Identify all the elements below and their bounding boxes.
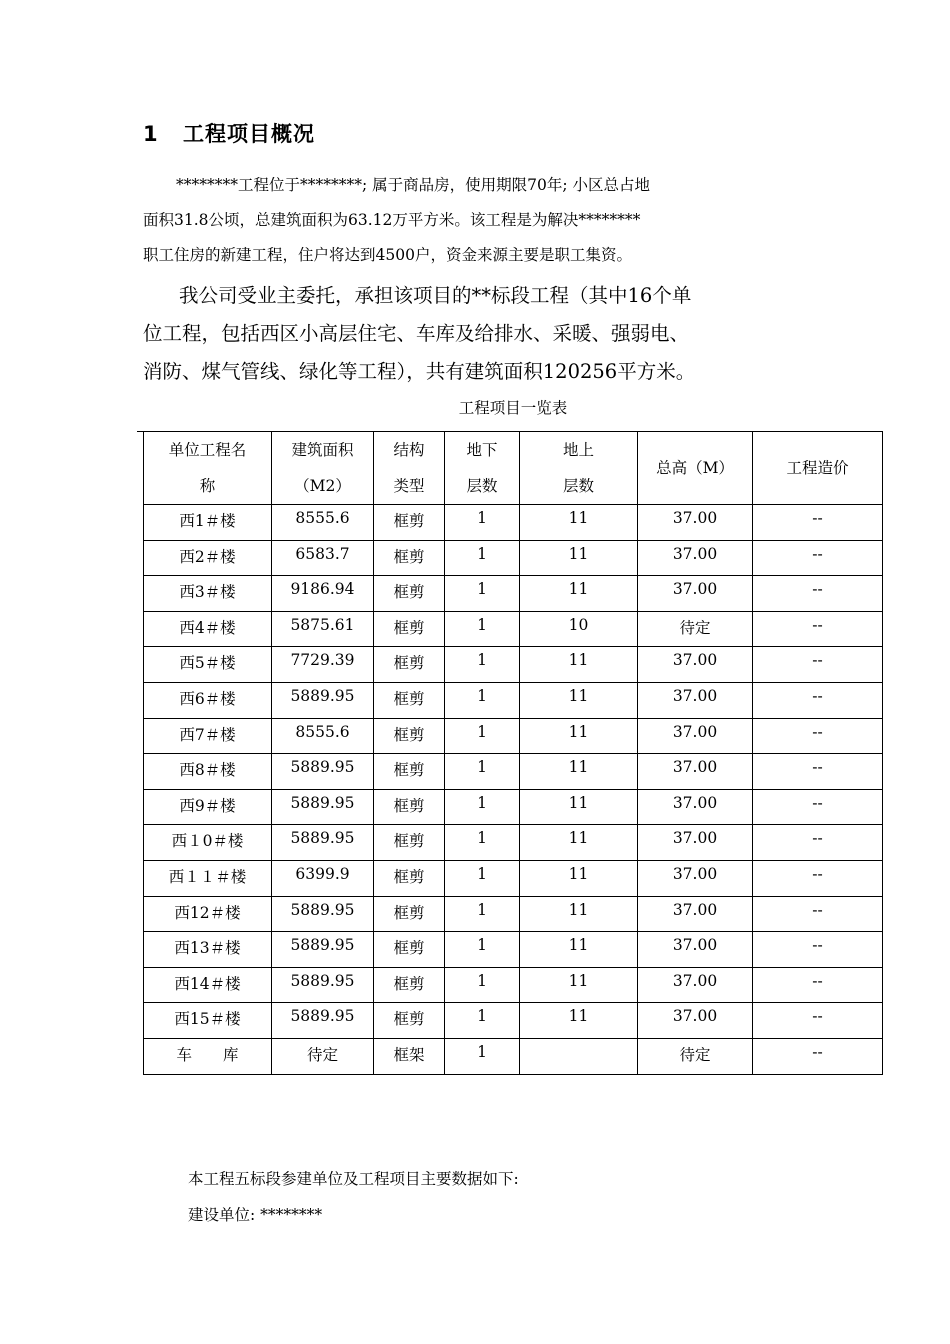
- cell-area: 待定: [272, 1038, 374, 1074]
- cell-area: 7729.39: [272, 647, 374, 683]
- cell-cost: --: [753, 967, 883, 1003]
- table-row: [144, 932, 883, 968]
- cell-cost: --: [753, 896, 883, 932]
- table-row: [144, 754, 883, 790]
- cell-aboveground: [520, 1038, 638, 1074]
- cell-structure: 框剪: [374, 1003, 445, 1039]
- cell-underground: 1: [445, 682, 520, 718]
- table-row: [144, 1003, 883, 1039]
- cell-aboveground: 11: [520, 576, 638, 612]
- cell-structure: 框剪: [374, 789, 445, 825]
- scope-line: 位工程，包括西区小高层住宅、车库及给排水、采暖、强弱电、: [143, 322, 690, 345]
- header-total-height: 总高（M）: [638, 432, 753, 505]
- cell-aboveground: 11: [520, 896, 638, 932]
- cell-underground: 1: [445, 860, 520, 896]
- cell-total-height: 37.00: [638, 1003, 753, 1039]
- cell-cost: --: [753, 718, 883, 754]
- table-row: [144, 860, 883, 896]
- cell-structure: 框架: [374, 1038, 445, 1074]
- cell-aboveground: 11: [520, 718, 638, 754]
- cell-area: 5889.95: [272, 682, 374, 718]
- table-row: [144, 540, 883, 576]
- footer-line: 本工程五标段参建单位及工程项目主要数据如下:: [188, 1170, 519, 1188]
- cell-aboveground: 11: [520, 789, 638, 825]
- cell-total-height: 37.00: [638, 576, 753, 612]
- cell-underground: 1: [445, 789, 520, 825]
- cell-area: 6583.7: [272, 540, 374, 576]
- cell-unit-name: 西12＃楼: [144, 896, 272, 932]
- cell-cost: --: [753, 682, 883, 718]
- cell-structure: 框剪: [374, 647, 445, 683]
- cell-aboveground: 11: [520, 754, 638, 790]
- header-area: 建筑面积 （M2）: [272, 432, 374, 505]
- cell-total-height: 37.00: [638, 540, 753, 576]
- cell-cost: --: [753, 505, 883, 541]
- cell-underground: 1: [445, 647, 520, 683]
- cell-structure: 框剪: [374, 754, 445, 790]
- cell-total-height: 待定: [638, 1038, 753, 1074]
- header-cost: 工程造价: [753, 432, 883, 505]
- cell-underground: 1: [445, 1038, 520, 1074]
- footer-line: 建设单位: ********: [188, 1206, 323, 1224]
- cell-structure: 框剪: [374, 540, 445, 576]
- cell-structure: 框剪: [374, 718, 445, 754]
- table-row: [144, 576, 883, 612]
- cell-area: 5875.61: [272, 611, 374, 647]
- table-row: [144, 789, 883, 825]
- cell-structure: 框剪: [374, 611, 445, 647]
- cell-structure: 框剪: [374, 896, 445, 932]
- cell-total-height: 37.00: [638, 825, 753, 861]
- cell-total-height: 37.00: [638, 932, 753, 968]
- cell-structure: 框剪: [374, 682, 445, 718]
- cell-area: 5889.95: [272, 967, 374, 1003]
- table-row: [144, 647, 883, 683]
- intro-line: 职工住房的新建工程，住户将达到4500户，资金来源主要是职工集资。: [143, 246, 632, 264]
- cell-total-height: 37.00: [638, 754, 753, 790]
- cell-cost: --: [753, 860, 883, 896]
- cell-aboveground: 11: [520, 682, 638, 718]
- cell-cost: --: [753, 611, 883, 647]
- cell-unit-name: 西7＃楼: [144, 718, 272, 754]
- cell-structure: 框剪: [374, 825, 445, 861]
- cell-cost: --: [753, 932, 883, 968]
- cell-aboveground: 11: [520, 967, 638, 1003]
- cell-unit-name: 西6＃楼: [144, 682, 272, 718]
- cell-cost: --: [753, 647, 883, 683]
- header-unit-name: 单位工程名 称: [144, 432, 272, 505]
- table-header-row: [144, 432, 883, 505]
- table-row: [144, 1038, 883, 1074]
- cell-structure: 框剪: [374, 505, 445, 541]
- cell-cost: --: [753, 1003, 883, 1039]
- cell-unit-name: 西１１＃楼: [144, 860, 272, 896]
- cell-aboveground: 11: [520, 1003, 638, 1039]
- cell-aboveground: 11: [520, 540, 638, 576]
- cell-unit-name: 西1＃楼: [144, 505, 272, 541]
- cell-unit-name: 西2＃楼: [144, 540, 272, 576]
- cell-unit-name: 车 库: [144, 1038, 272, 1074]
- cell-aboveground: 11: [520, 505, 638, 541]
- cell-underground: 1: [445, 540, 520, 576]
- cell-underground: 1: [445, 718, 520, 754]
- cell-area: 5889.95: [272, 789, 374, 825]
- cell-structure: 框剪: [374, 932, 445, 968]
- section-number: 1: [143, 122, 159, 146]
- cell-unit-name: 西１0＃楼: [144, 825, 272, 861]
- cell-underground: 1: [445, 505, 520, 541]
- cell-total-height: 37.00: [638, 505, 753, 541]
- section-title: 工程项目概况: [183, 122, 315, 146]
- cell-aboveground: 11: [520, 825, 638, 861]
- cell-underground: 1: [445, 1003, 520, 1039]
- cell-aboveground: 11: [520, 647, 638, 683]
- table-row: [144, 682, 883, 718]
- cell-unit-name: 西8＃楼: [144, 754, 272, 790]
- table-row: [144, 718, 883, 754]
- section-heading: [143, 118, 315, 148]
- cell-aboveground: 11: [520, 932, 638, 968]
- cell-area: 8555.6: [272, 505, 374, 541]
- cell-structure: 框剪: [374, 967, 445, 1003]
- header-structure: 结构 类型: [374, 432, 445, 505]
- cell-unit-name: 西9＃楼: [144, 789, 272, 825]
- cell-underground: 1: [445, 754, 520, 790]
- table-row: [144, 896, 883, 932]
- cell-aboveground: 11: [520, 860, 638, 896]
- cell-total-height: 37.00: [638, 647, 753, 683]
- project-table: [143, 431, 883, 1075]
- cell-structure: 框剪: [374, 576, 445, 612]
- cell-area: 9186.94: [272, 576, 374, 612]
- cell-area: 8555.6: [272, 718, 374, 754]
- cell-unit-name: 西15＃楼: [144, 1003, 272, 1039]
- cell-underground: 1: [445, 896, 520, 932]
- cell-aboveground: 10: [520, 611, 638, 647]
- intro-line: ********工程位于********; 属于商品房，使用期限70年; 小区总占地: [176, 176, 651, 194]
- cell-unit-name: 西13＃楼: [144, 932, 272, 968]
- cell-total-height: 37.00: [638, 718, 753, 754]
- cell-cost: --: [753, 825, 883, 861]
- table-caption: 工程项目一览表: [458, 399, 568, 417]
- cell-cost: --: [753, 576, 883, 612]
- cell-area: 5889.95: [272, 932, 374, 968]
- cell-total-height: 37.00: [638, 682, 753, 718]
- scope-line: 消防、煤气管线、绿化等工程），共有建筑面积120256平方米。: [143, 360, 696, 383]
- header-underground: 地下 层数: [445, 432, 520, 505]
- intro-paragraph: [143, 168, 783, 273]
- header-aboveground: 地上 层数: [520, 432, 638, 505]
- cell-cost: --: [753, 789, 883, 825]
- cell-cost: --: [753, 754, 883, 790]
- cell-area: 6399.9: [272, 860, 374, 896]
- cell-underground: 1: [445, 932, 520, 968]
- cell-unit-name: 西5＃楼: [144, 647, 272, 683]
- cell-total-height: 待定: [638, 611, 753, 647]
- table-row: [144, 967, 883, 1003]
- cell-total-height: 37.00: [638, 860, 753, 896]
- table-row: [144, 505, 883, 541]
- cell-underground: 1: [445, 825, 520, 861]
- cell-area: 5889.95: [272, 896, 374, 932]
- cell-total-height: 37.00: [638, 896, 753, 932]
- cell-cost: --: [753, 1038, 883, 1074]
- cell-cost: --: [753, 540, 883, 576]
- cell-total-height: 37.00: [638, 967, 753, 1003]
- cell-total-height: 37.00: [638, 789, 753, 825]
- table-row: [144, 825, 883, 861]
- scope-line: 我公司受业主委托，承担该项目的**标段工程（其中16个单: [179, 284, 692, 307]
- table-row: [144, 611, 883, 647]
- cell-area: 5889.95: [272, 825, 374, 861]
- intro-line: 面积31.8公顷，总建筑面积为63.12万平方米。该工程是为解决********: [143, 211, 641, 229]
- cell-unit-name: 西3＃楼: [144, 576, 272, 612]
- cell-underground: 1: [445, 967, 520, 1003]
- cell-area: 5889.95: [272, 754, 374, 790]
- cell-underground: 1: [445, 611, 520, 647]
- scope-paragraph: [143, 277, 803, 391]
- cell-unit-name: 西4＃楼: [144, 611, 272, 647]
- cell-area: 5889.95: [272, 1003, 374, 1039]
- cell-structure: 框剪: [374, 860, 445, 896]
- cell-underground: 1: [445, 576, 520, 612]
- cell-unit-name: 西14＃楼: [144, 967, 272, 1003]
